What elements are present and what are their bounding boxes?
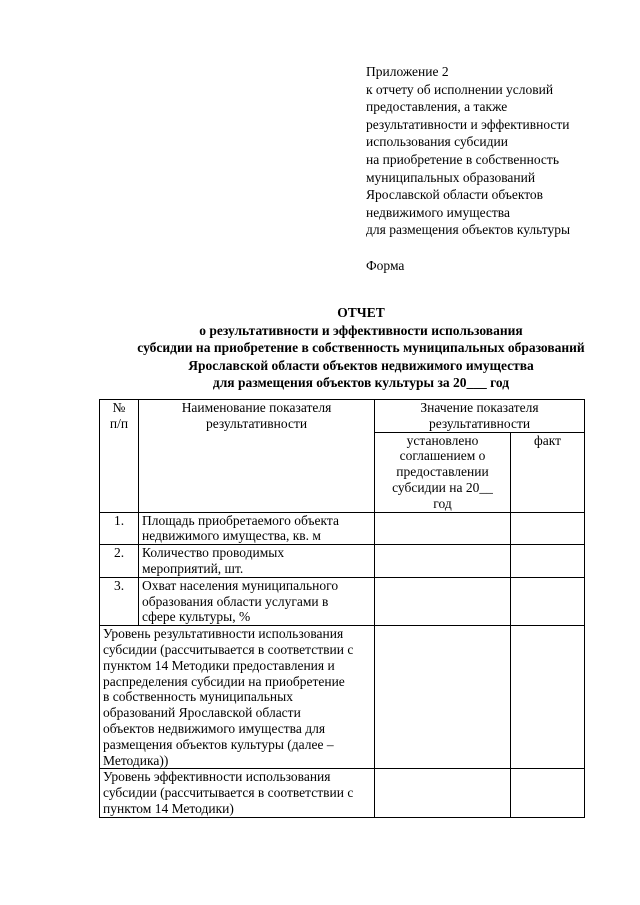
- row-planned-cell: [375, 577, 511, 625]
- summary-row: [100, 626, 585, 769]
- row-fact-cell: [511, 545, 585, 578]
- row-planned-cell: [375, 512, 511, 545]
- header-fact: факт: [511, 432, 585, 512]
- annex-line: недвижимого имущества: [366, 204, 510, 220]
- report-subtitle-line: субсидии на приобретение в собственность муниципальных образований: [137, 340, 585, 356]
- summary-effectiveness-label: Уровень результативности использования субсидии (рассчитывается в соответствии с пунктом 14 Методики предоставления и распределения субсидии на приобретение в собственность муниципальных образований Ярославской области объектов недвижимого имущества для размещения объектов культуры (далее – Методика)): [100, 626, 375, 769]
- summary-fact-cell: [511, 626, 585, 769]
- table-header-row: [100, 400, 585, 433]
- row-name: Охват населения муниципального образования области услугами в сфере культуры, %: [139, 577, 375, 625]
- annex-block: [366, 63, 630, 274]
- row-planned-cell: [375, 545, 511, 578]
- form-label: Форма: [366, 257, 405, 273]
- report-heading: [0, 304, 640, 392]
- header-num: № п/п: [100, 400, 139, 513]
- annex-line: предоставления, а также: [366, 99, 508, 115]
- summary-planned-cell: [375, 626, 511, 769]
- annex-line: к отчету об исполнении условий: [366, 81, 554, 97]
- annex-line: для размещения объектов культуры: [366, 222, 571, 238]
- row-num: 3.: [100, 577, 139, 625]
- header-planned: установлено соглашением о предоставлении субсидии на 20__ год: [375, 432, 511, 512]
- annex-line: использования субсидии: [366, 134, 508, 150]
- row-num: 1.: [100, 512, 139, 545]
- report-subtitle-line: Ярославской области объектов недвижимого имущества: [188, 357, 534, 373]
- annex-line: Ярославской области объектов: [366, 187, 544, 203]
- table-row: [100, 512, 585, 545]
- report-title: ОТЧЕТ: [337, 305, 385, 320]
- row-fact-cell: [511, 512, 585, 545]
- row-name: Количество проводимых мероприятий, шт.: [139, 545, 375, 578]
- annex-line: муниципальных образований: [366, 169, 536, 185]
- row-num: 2.: [100, 545, 139, 578]
- report-subtitle-line: для размещения объектов культуры за 20___ год: [212, 375, 510, 391]
- report-table: [99, 399, 585, 818]
- annex-line: Приложение 2: [366, 64, 449, 79]
- summary-fact-cell: [511, 769, 585, 817]
- row-fact-cell: [511, 577, 585, 625]
- header-value: Значение показателя результативности: [375, 400, 585, 433]
- summary-efficiency-label: Уровень эффективности использования субсидии (рассчитывается в соответствии с пунктом 14 Методики): [100, 769, 375, 817]
- row-name: Площадь приобретаемого объекта недвижимого имущества, кв. м: [139, 512, 375, 545]
- table-row: [100, 577, 585, 625]
- report-subtitle-line: о результативности и эффективности использования: [199, 322, 523, 338]
- table-row: [100, 545, 585, 578]
- annex-line: на приобретение в собственность: [366, 151, 559, 167]
- summary-planned-cell: [375, 769, 511, 817]
- summary-row: [100, 769, 585, 817]
- header-name: Наименование показателя результативности: [139, 400, 375, 513]
- annex-line: результативности и эффективности: [366, 116, 570, 132]
